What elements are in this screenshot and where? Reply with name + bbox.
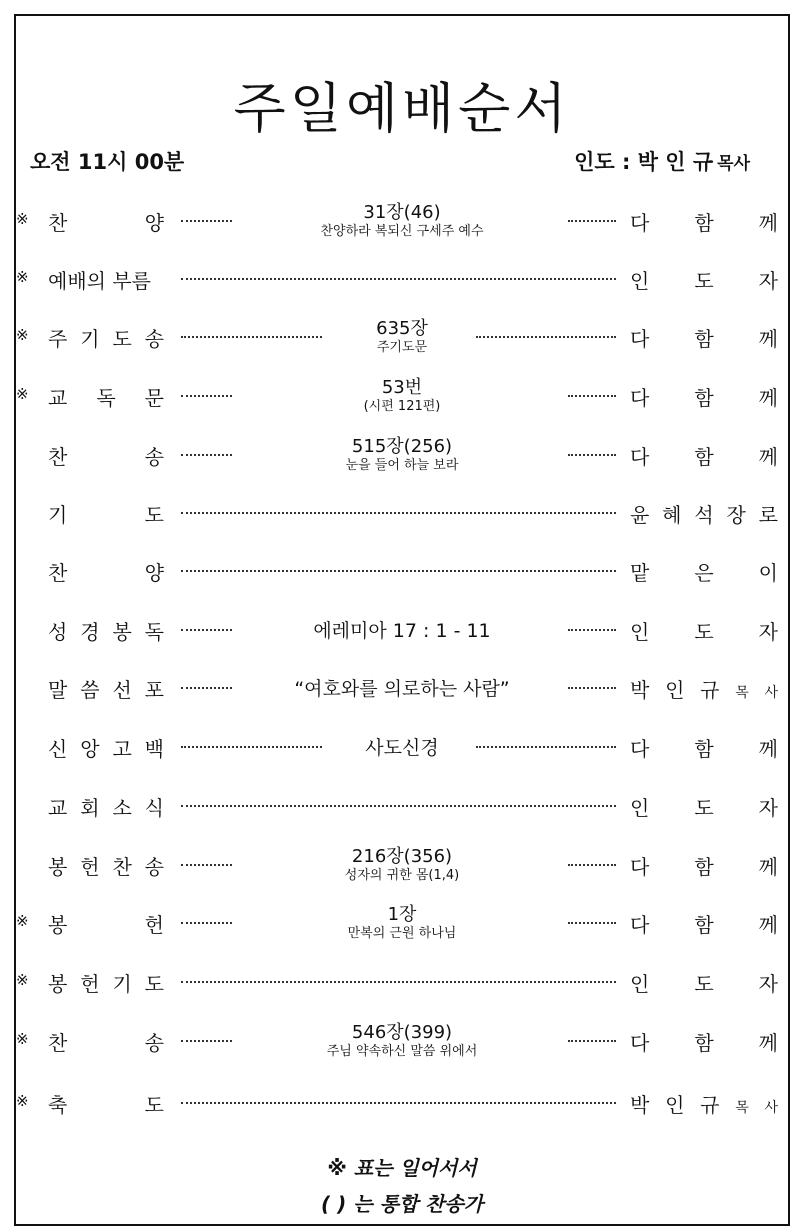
responsible-char: 맡 (630, 561, 650, 585)
dot-leader (568, 629, 616, 631)
label-char: 문 (144, 386, 164, 410)
item-responsible (630, 674, 778, 702)
label-char: 소 (112, 796, 132, 820)
dot-leader (181, 687, 232, 689)
item-sub: 주기도문 (376, 340, 428, 355)
responsible-char: 다 (630, 327, 650, 351)
label-char: 양 (144, 211, 164, 235)
item-detail (236, 202, 568, 240)
item-sub: 만복의 근원 하나님 (347, 926, 457, 941)
label-char: 찬 (112, 855, 132, 879)
standing-mark: ※ (16, 1092, 29, 1110)
responsible-char: 윤 (630, 503, 650, 527)
responsible-char: 박 (630, 678, 650, 702)
item-label (48, 1027, 164, 1055)
label-char: 고 (112, 737, 132, 761)
label-char: 송 (144, 445, 164, 469)
item-label (48, 616, 164, 644)
item-responsible (630, 265, 778, 293)
standing-mark: ※ (16, 912, 29, 930)
responsible-char: 자 (758, 796, 778, 820)
label-char: 도 (144, 503, 164, 527)
dot-leader (568, 864, 616, 866)
responsible-char: 자 (758, 620, 778, 644)
responsible-char: 도 (694, 620, 714, 644)
item-label (48, 733, 164, 761)
responsible-char: 도 (694, 269, 714, 293)
page-title: 주일예배순서 (233, 77, 571, 140)
dot-leader (181, 454, 232, 456)
item-responsible (630, 968, 778, 996)
dot-leader (568, 454, 616, 456)
item-main: 사도신경 (365, 737, 439, 759)
item-detail (236, 611, 568, 651)
responsible-char: 다 (630, 386, 650, 410)
item-main: 635장 (376, 318, 428, 339)
leader-label: 인도 : 박 인 규 (574, 150, 714, 174)
item-responsible (630, 207, 778, 235)
responsible-char: 다 (630, 913, 650, 937)
responsible-char: 께 (758, 211, 778, 235)
label-char: 교 (48, 796, 68, 820)
item-responsible (630, 851, 778, 879)
dot-leader (181, 1040, 232, 1042)
standing-mark: ※ (16, 268, 29, 286)
dot-leader (181, 805, 616, 807)
item-label (48, 792, 164, 820)
order-row (16, 611, 792, 651)
responsible-char: 다 (630, 855, 650, 879)
label-char: 봉 (48, 913, 68, 937)
order-row (16, 1084, 792, 1124)
responsible-char: 인 (630, 269, 650, 293)
item-label (48, 441, 164, 469)
label-char: 식 (144, 796, 164, 820)
responsible-char: 규 (700, 1093, 720, 1117)
dot-leader (181, 922, 232, 924)
label-char: 봉 (48, 972, 68, 996)
item-label (48, 557, 164, 585)
item-responsible (630, 1089, 778, 1117)
item-responsible (630, 1027, 778, 1055)
item-detail (236, 728, 568, 768)
service-leader (574, 146, 750, 176)
item-main: 53번 (381, 377, 423, 398)
item-label (48, 207, 164, 235)
responsible-char: 인 (630, 620, 650, 644)
order-row (16, 377, 792, 417)
responsible-char: 다 (630, 1031, 650, 1055)
item-main: 1장 (387, 904, 417, 925)
item-sub: (시편 121편) (363, 399, 441, 414)
order-row (16, 1022, 792, 1062)
standing-mark: ※ (16, 1030, 29, 1048)
standing-mark: ※ (16, 210, 29, 228)
dot-leader (181, 629, 232, 631)
item-responsible (630, 323, 778, 351)
label-char: 교 (48, 386, 68, 410)
order-row (16, 963, 792, 1003)
order-row (16, 846, 792, 886)
order-row (16, 552, 792, 592)
dot-leader (568, 220, 616, 222)
dot-leader (181, 1102, 616, 1104)
label-char: 백 (144, 737, 164, 761)
responsible-char: 자 (758, 269, 778, 293)
label-char: 회 (80, 796, 100, 820)
item-sub: 주님 약속하신 말씀 위에서 (326, 1044, 478, 1059)
label-char: 도 (112, 327, 132, 351)
label-char: 말 (48, 678, 68, 702)
item-responsible (630, 792, 778, 820)
label-char: 기 (80, 327, 100, 351)
item-main: 515장(256) (351, 436, 453, 457)
dot-leader (568, 922, 616, 924)
order-row (16, 728, 792, 768)
responsible-char: 함 (694, 737, 714, 761)
responsible-char: 사 (764, 1100, 778, 1116)
standing-mark: ※ (16, 971, 29, 989)
label-char: 성 (48, 620, 68, 644)
item-detail (236, 436, 568, 474)
item-main: 216장(356) (351, 846, 453, 867)
label-char: 독 (96, 386, 116, 410)
label-char: 기 (48, 503, 68, 527)
label-char: 찬 (48, 1031, 68, 1055)
label-char: 헌 (80, 972, 100, 996)
item-label (48, 909, 164, 937)
item-main: “여호와를 의로하는 사람” (294, 678, 510, 700)
label-char: 송 (144, 327, 164, 351)
responsible-char: 께 (758, 445, 778, 469)
dot-leader (181, 395, 232, 397)
label-char: 포 (144, 678, 164, 702)
dot-leader (181, 512, 616, 514)
responsible-char: 함 (694, 913, 714, 937)
label-char: 봉 (112, 620, 132, 644)
item-label (48, 265, 164, 293)
label-char: 송 (144, 855, 164, 879)
responsible-char: 자 (758, 972, 778, 996)
responsible-char: 로 (758, 503, 778, 527)
responsible-char: 인 (665, 678, 685, 702)
responsible-char: 박 (630, 1093, 650, 1117)
dot-leader (181, 220, 232, 222)
item-detail (236, 377, 568, 415)
responsible-char: 인 (630, 972, 650, 996)
label-char: 축 (48, 1093, 68, 1117)
dot-leader (568, 1040, 616, 1042)
order-row (16, 260, 792, 300)
responsible-char: 함 (694, 1031, 714, 1055)
label-char: 기 (112, 972, 132, 996)
responsible-char: 함 (694, 855, 714, 879)
order-row (16, 436, 792, 476)
responsible-char: 께 (758, 913, 778, 937)
label-char: 씀 (80, 678, 100, 702)
item-main: 에레미아 17 : 1 - 11 (313, 620, 491, 642)
bulletin-page (14, 14, 790, 1226)
item-responsible (630, 557, 778, 585)
responsible-char: 목 (735, 685, 749, 701)
label-char: 봉 (48, 855, 68, 879)
responsible-char: 께 (758, 327, 778, 351)
item-main: 546장(399) (351, 1022, 453, 1043)
item-responsible (630, 616, 778, 644)
leader-suffix: 목사 (717, 154, 750, 174)
responsible-char: 도 (694, 972, 714, 996)
dot-leader (181, 278, 616, 280)
label-char: 헌 (80, 855, 100, 879)
responsible-char: 은 (694, 561, 714, 585)
responsible-char: 께 (758, 737, 778, 761)
item-sub: 눈을 들어 하늘 보라 (345, 458, 459, 473)
responsible-char: 목 (735, 1100, 749, 1116)
dot-leader (568, 395, 616, 397)
label-char: 독 (144, 620, 164, 644)
label-char: 찬 (48, 445, 68, 469)
order-row (16, 904, 792, 944)
standing-mark: ※ (16, 385, 29, 403)
responsible-char: 함 (694, 386, 714, 410)
note-standing: ※ 표는 일어서서 (327, 1156, 477, 1180)
responsible-char: 함 (694, 445, 714, 469)
label-char: 도 (144, 972, 164, 996)
dot-leader (181, 981, 616, 983)
label-char: 헌 (144, 913, 164, 937)
responsible-char: 인 (630, 796, 650, 820)
responsible-char: 함 (694, 211, 714, 235)
item-detail (236, 669, 568, 709)
item-responsible (630, 441, 778, 469)
item-label (48, 851, 164, 879)
item-label (48, 382, 164, 410)
item-label (48, 323, 164, 351)
responsible-char: 께 (758, 855, 778, 879)
item-label (48, 968, 164, 996)
item-label (48, 1089, 164, 1117)
responsible-char: 께 (758, 386, 778, 410)
service-time: 오전 11시 00분 (30, 150, 185, 174)
dot-leader (568, 687, 616, 689)
item-responsible (630, 909, 778, 937)
order-row (16, 669, 792, 709)
label-char: 찬 (48, 561, 68, 585)
item-detail (236, 318, 568, 356)
responsible-char: 다 (630, 211, 650, 235)
dot-leader (181, 864, 232, 866)
item-detail (236, 846, 568, 884)
responsible-char: 장 (726, 503, 746, 527)
item-main: 31장(46) (363, 202, 441, 223)
note-hymnal: ( ) 는 통합 찬송가 (320, 1192, 484, 1216)
label-char: 송 (144, 1031, 164, 1055)
item-detail (236, 904, 568, 942)
label-char: 예배의 부름 (48, 269, 151, 293)
label-char: 선 (112, 678, 132, 702)
responsible-char: 다 (630, 737, 650, 761)
order-row (16, 494, 792, 534)
responsible-char: 석 (694, 503, 714, 527)
responsible-char: 께 (758, 1031, 778, 1055)
responsible-char: 이 (758, 561, 778, 585)
responsible-char: 함 (694, 327, 714, 351)
responsible-char: 다 (630, 445, 650, 469)
responsible-char: 사 (764, 685, 778, 701)
item-responsible (630, 733, 778, 761)
item-responsible (630, 499, 778, 527)
responsible-char: 도 (694, 796, 714, 820)
item-label (48, 499, 164, 527)
order-row (16, 318, 792, 358)
label-char: 주 (48, 327, 68, 351)
label-char: 신 (48, 737, 68, 761)
item-sub: 찬양하라 복되신 구세주 예수 (320, 224, 484, 239)
dot-leader (181, 570, 616, 572)
item-detail (236, 1022, 568, 1060)
label-char: 찬 (48, 211, 68, 235)
label-char: 앙 (80, 737, 100, 761)
item-sub: 성자의 귀한 몸(1,4) (344, 868, 460, 883)
responsible-char: 규 (700, 678, 720, 702)
label-char: 도 (144, 1093, 164, 1117)
label-char: 양 (144, 561, 164, 585)
item-label (48, 674, 164, 702)
label-char: 경 (80, 620, 100, 644)
order-row (16, 202, 792, 242)
item-responsible (630, 382, 778, 410)
order-row (16, 787, 792, 827)
responsible-char: 혜 (662, 503, 682, 527)
responsible-char: 인 (665, 1093, 685, 1117)
standing-mark: ※ (16, 326, 29, 344)
